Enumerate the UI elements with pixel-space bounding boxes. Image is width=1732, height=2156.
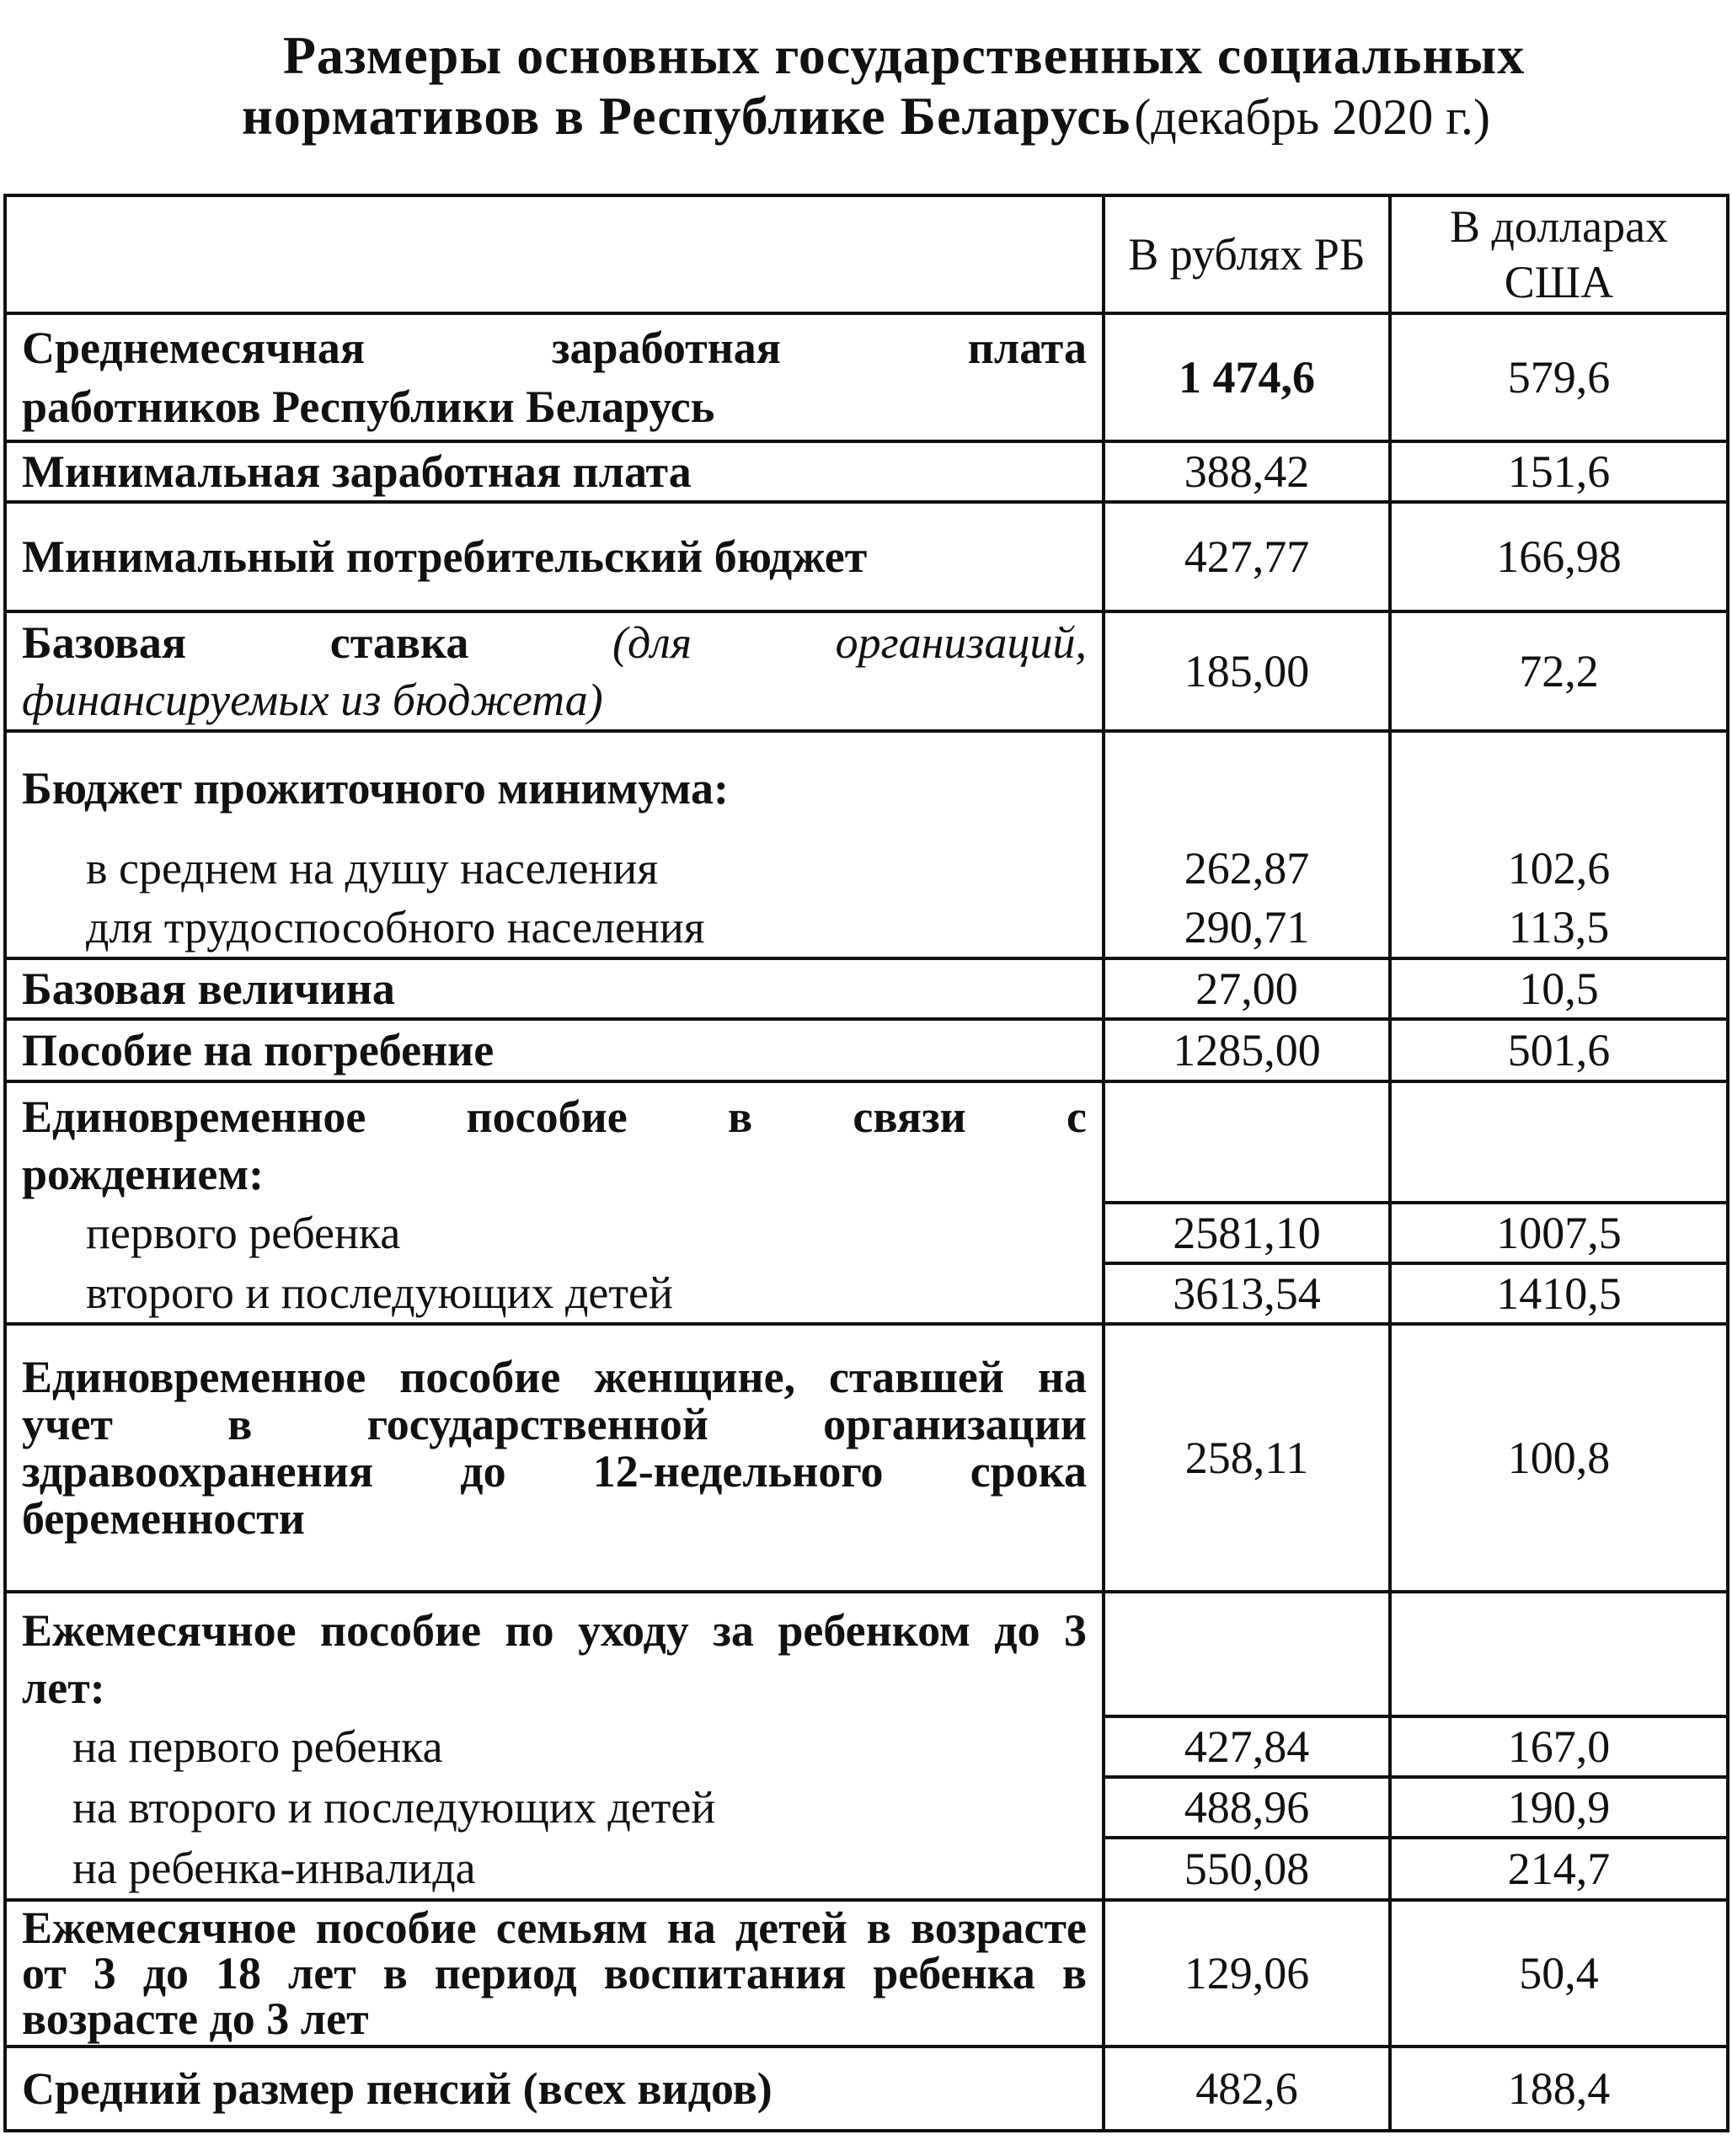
row-label-avg-salary [5, 313, 1104, 441]
birth-item-label: второго и последующих детей [86, 1267, 673, 1318]
birth-item-usd: 1410,5 [1390, 1263, 1728, 1324]
child-care-label: Ежемесячное пособие по уходу за ребенком до 3 лет: [5, 1592, 1104, 1716]
birth-label [5, 1081, 1104, 1203]
subsistence-cell [5, 731, 1104, 958]
base-rate-label [5, 611, 1104, 731]
table-row [5, 1203, 1728, 1263]
birth-item-label: первого ребенка [86, 1208, 401, 1258]
min-salary-label: Минимальная заработная плата [5, 441, 1104, 502]
child-care-item-label: на второго и последующих детей [72, 1782, 716, 1833]
base-rate-line-a [22, 614, 1087, 671]
base-rate-rub: 185,00 [1104, 611, 1390, 731]
header-empty-cell [5, 195, 1104, 313]
table-row [5, 731, 1728, 958]
table-row [5, 1019, 1728, 1081]
table-row [5, 1838, 1728, 1900]
header-usd: В долларах США [1390, 195, 1728, 313]
pension-usd: 188,4 [1390, 2047, 1728, 2131]
child-care-item-usd: 214,7 [1390, 1838, 1728, 1900]
subsistence-rub-cell [1104, 731, 1390, 958]
title-line-2 [0, 86, 1732, 161]
title-line-2-bold: нормативов в Республике Беларусь [241, 86, 1131, 146]
avg-salary-label-b: работников Республики Беларусь [22, 382, 715, 432]
base-rate-italic-b: финансируемых из бюджета) [22, 675, 603, 725]
birth-item-cell [5, 1263, 1104, 1324]
family-3-18-label: Ежемесячное пособие семьям на детей в возрасте от 3 до 18 лет в период воспитания ребенка в возрасте до 3 лет [5, 1900, 1104, 2047]
birth-item-usd: 1007,5 [1390, 1203, 1728, 1263]
early-registration-usd: 100,8 [1390, 1324, 1728, 1592]
min-budget-usd: 166,98 [1390, 502, 1728, 611]
burial-rub: 1285,00 [1104, 1019, 1390, 1081]
family-3-18-rub: 129,06 [1104, 1900, 1390, 2047]
subsistence-label: Бюджет прожиточного минимума: [22, 763, 729, 814]
social-standards-table [3, 194, 1729, 2132]
child-care-item-rub: 427,84 [1104, 1716, 1390, 1777]
table-row [5, 1081, 1728, 1203]
birth-item-rub: 2581,10 [1104, 1203, 1390, 1263]
birth-item-cell [5, 1203, 1104, 1263]
avg-salary-usd: 579,6 [1390, 313, 1728, 441]
early-registration-label: Единовременное пособие женщине, ставшей на учет в государственной организации здравоохранения до 12-недельного срока беременности [5, 1324, 1104, 1592]
child-care-item-label: на ребенка-инвалида [72, 1843, 476, 1893]
title-line-1: Размеры основных государственных социальных [282, 25, 1526, 85]
child-care-item-cell [5, 1838, 1104, 1900]
base-value-label: Базовая величина [5, 958, 1104, 1019]
table-row [5, 313, 1728, 441]
pension-rub: 482,6 [1104, 2047, 1390, 2131]
subsistence-item-rub: 290,71 [1184, 902, 1310, 953]
table-row [5, 1716, 1728, 1777]
subsistence-item-label: для трудоспособного населения [86, 902, 705, 953]
header-rub: В рублях РБ [1104, 195, 1390, 313]
child-care-item-usd: 190,9 [1390, 1777, 1728, 1838]
table-row [5, 1263, 1728, 1324]
avg-salary-label-a: Среднемесячная заработная плата [22, 323, 1087, 373]
child-care-item-cell [5, 1716, 1104, 1777]
child-care-item-rub: 488,96 [1104, 1777, 1390, 1838]
child-care-item-usd: 167,0 [1390, 1716, 1728, 1777]
birth-label-b: рождением: [22, 1149, 265, 1199]
child-care-item-label: на первого ребенка [72, 1721, 443, 1772]
table-row [5, 502, 1728, 611]
base-value-usd: 10,5 [1390, 958, 1728, 1019]
table-row [5, 1592, 1728, 1716]
early-registration-rub: 258,11 [1104, 1324, 1390, 1592]
subsistence-item-label: в среднем на душу населения [86, 843, 659, 894]
child-care-rub-empty [1104, 1592, 1390, 1716]
burial-label: Пособие на погребение [5, 1019, 1104, 1081]
table-row [5, 441, 1728, 502]
child-care-usd-empty [1390, 1592, 1728, 1716]
min-salary-usd: 151,6 [1390, 441, 1728, 502]
table-row [5, 2047, 1728, 2131]
table-row [5, 1900, 1728, 2047]
table-header-row [5, 195, 1728, 313]
min-budget-label: Минимальный потребительский бюджет [5, 502, 1104, 611]
table-row [5, 958, 1728, 1019]
title-date: (декабрь 2020 г.) [1134, 89, 1491, 145]
avg-salary-rub: 1 474,6 [1104, 313, 1390, 441]
subsistence-item-usd: 102,6 [1507, 843, 1611, 894]
birth-label-a: Единовременное пособие в связи с [22, 1091, 1087, 1142]
birth-rub-empty [1104, 1081, 1390, 1203]
base-rate-usd: 72,2 [1390, 611, 1728, 731]
birth-item-rub: 3613,54 [1104, 1263, 1390, 1324]
page-title [0, 25, 1732, 161]
child-care-item-cell [5, 1777, 1104, 1838]
base-rate-italic-a: (для организаций, [612, 617, 1088, 668]
subsistence-usd-cell [1390, 731, 1728, 958]
base-value-rub: 27,00 [1104, 958, 1390, 1019]
burial-usd: 501,6 [1390, 1019, 1728, 1081]
pension-label: Средний размер пенсий (всех видов) [5, 2047, 1104, 2131]
table-row [5, 611, 1728, 731]
child-care-item-rub: 550,08 [1104, 1838, 1390, 1900]
base-rate-bold: Базовая ставка [22, 617, 469, 668]
family-3-18-usd: 50,4 [1390, 1900, 1728, 2047]
min-salary-rub: 388,42 [1104, 441, 1390, 502]
min-budget-rub: 427,77 [1104, 502, 1390, 611]
subsistence-item-rub: 262,87 [1184, 843, 1310, 894]
birth-usd-empty [1390, 1081, 1728, 1203]
subsistence-item-usd: 113,5 [1508, 902, 1610, 953]
table-row [5, 1324, 1728, 1592]
table-row [5, 1777, 1728, 1838]
